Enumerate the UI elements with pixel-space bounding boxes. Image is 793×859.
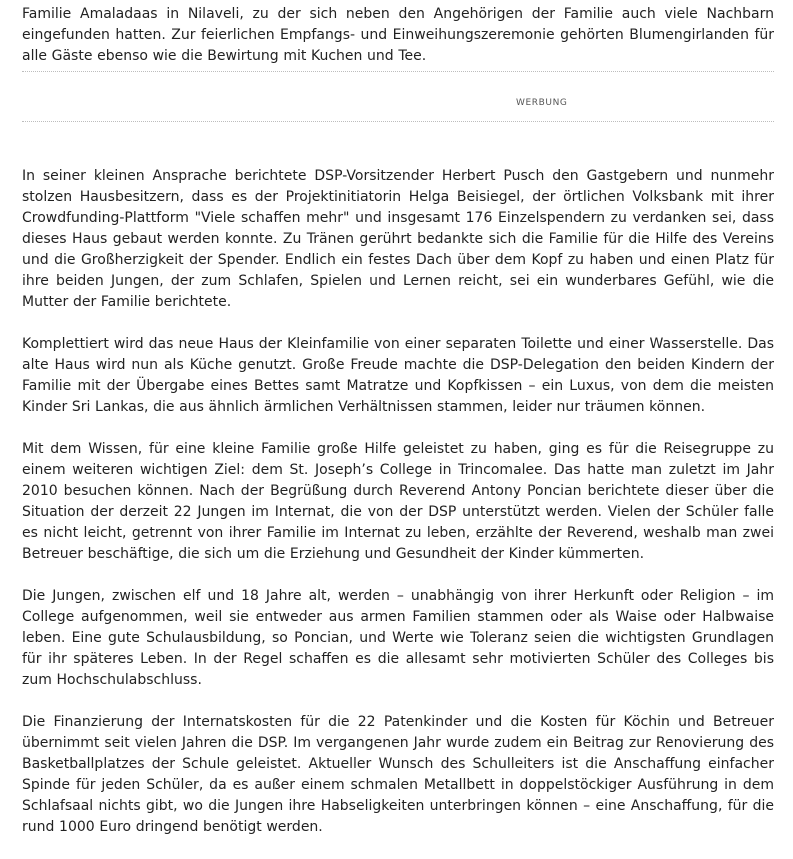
divider-bottom xyxy=(22,121,774,122)
article-paragraphs xyxy=(22,166,774,859)
paragraph-speech: In seiner kleinen Ansprache berichtete DSP-Vorsitzender Herbert Pusch den Gastgebern und nunmehr stolzen Hausbesitzern, dass es der Projektinitiatorin Helga Beisiegel, der örtlichen Volksbank mit ihrer Crowdfunding-Plattform "Viele schaffen mehr" und insgesamt 176 Einzelspendern zu verdanken sei, dass dieses Haus gebaut werden konnte. Zu Tränen gerührt bedankte sich die Familie für die Hilfe des Vereins und die Großherzigkeit der Spender. Endlich ein festes Dach über dem Kopf zu haben und einen Platz für ihre beiden Jungen, der zum Schlafen, Spielen und Lernen reicht, sei ein wunderbares Gefühl, wie die Mutter der Familie berichtete. xyxy=(22,168,774,310)
ad-label: WERBUNG xyxy=(516,98,568,108)
paragraph-house: Komplettiert wird das neue Haus der Kleinfamilie von einer separaten Toilette und einer Wasserstelle. Das alte Haus wird nun als Küche genutzt. Große Freude machte die DSP-Delegation den beiden Kindern der Familie mit der Übergabe eines Bettes samt Matratze und Kopfkissen – ein Luxus, von dem die meisten Kinder Sri Lankas, die aus ähnlich ärmlichen Verhältnissen stammen, leider nur träumen können. xyxy=(22,336,774,415)
paragraph-financing: Die Finanzierung der Internatskosten für die 22 Patenkinder und die Kosten für Köchin und Betreuer übernimmt seit vielen Jahren die DSP. Im vergangenen Jahr wurde zudem ein Beitrag zur Renovierung des Basketballplatzes der Schule geleistet. Aktueller Wunsch des Schulleiters ist die Anschaffung einfacher Spinde für jeden Schüler, da es außer einem schmalen Metallbett in doppelstöckiger Ausführung in dem Schlafsaal nichts gibt, wo die Jungen ihre Habseligkeiten unterbringen können – eine Anschaffung, für die rund 1000 Euro dringend benötigt werden. xyxy=(22,714,774,835)
divider-top xyxy=(22,71,774,72)
paragraph-college: Mit dem Wissen, für eine kleine Familie große Hilfe geleistet zu haben, ging es für die Reisegruppe zu einem weiteren wichtigen Ziel: dem St. Joseph’s College in Trincomalee. Das hatte man zuletzt im Jahr 2010 besuchen können. Nach der Begrüßung durch Reverend Antony Poncian berichtete dieser über die Situation der derzeit 22 Jungen im Internat, die von der DSP unterstützt werden. Vielen der Schüler falle es nicht leicht, getrennt von ihrer Familie im Internat zu leben, erzählte der Reverend, weshalb man zwei Betreuer beschäftige, die sich um die Erziehung und Gesundheit der Kinder kümmerten. xyxy=(22,441,774,562)
intro-paragraph: Familie Amaladaas in Nilaveli, zu der sich neben den Angehörigen der Familie auch viele Nachbarn eingefunden hatten. Zur feierlichen Empfangs- und Einweihungszeremonie gehörten Blumengirlanden für alle Gäste ebenso wie die Bewirtung mit Kuchen und Tee. xyxy=(22,6,774,64)
paragraph-boys: Die Jungen, zwischen elf und 18 Jahre alt, werden – unabhängig von ihrer Herkunft oder Religion – im College aufgenommen, weil sie entweder aus armen Familien stammen oder als Waise oder Halbwaise leben. Eine gute Schulausbildung, so Poncian, und Werte wie Toleranz seien die wichtigsten Grundlagen für ihr späteres Leben. In der Regel schaffen es die allesamt sehr motivierten Schüler des Colleges bis zum Hochschulabschluss. xyxy=(22,588,774,688)
